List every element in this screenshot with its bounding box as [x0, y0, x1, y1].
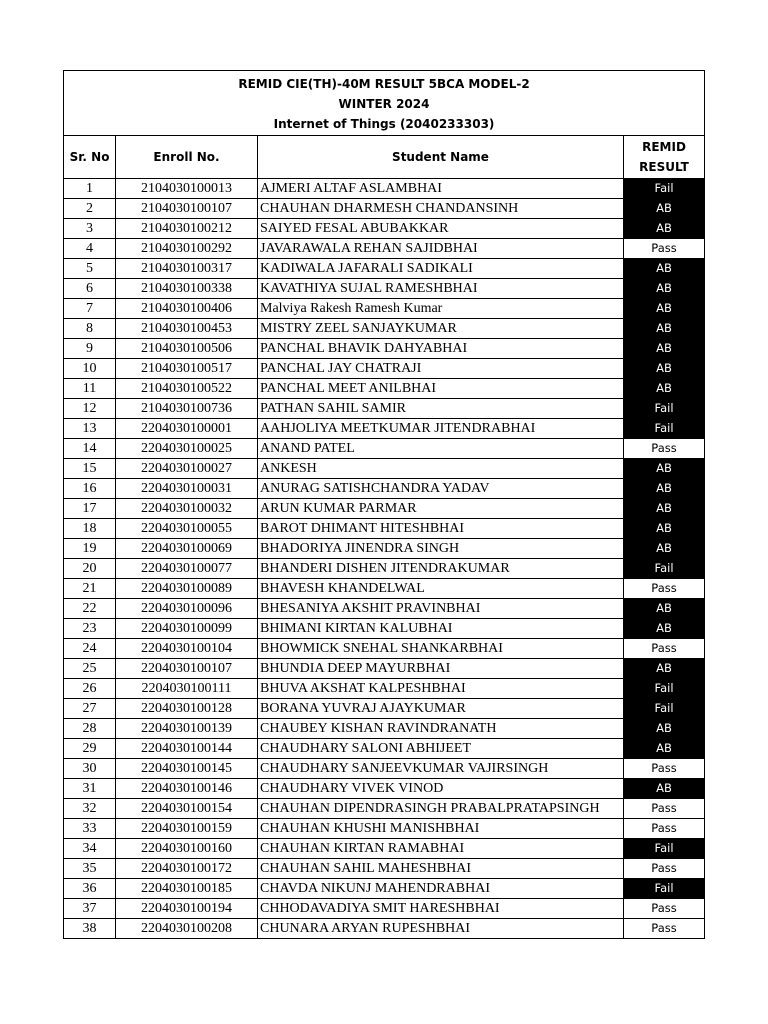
enroll-no-cell: 2104030100338 [116, 279, 258, 299]
enroll-no-cell: 2204030100055 [116, 519, 258, 539]
sr-no-cell: 14 [64, 439, 116, 459]
enroll-no-cell: 2204030100096 [116, 599, 258, 619]
table-row [64, 419, 705, 439]
table-row [64, 299, 705, 319]
table-row [64, 799, 705, 819]
student-name-cell: CHAVDA NIKUNJ MAHENDRABHAI [258, 879, 624, 899]
enroll-no-cell: 2104030100013 [116, 179, 258, 199]
table-row [64, 539, 705, 559]
result-cell: Pass [624, 859, 705, 879]
sr-no-cell: 17 [64, 499, 116, 519]
table-body [64, 179, 705, 939]
student-name-cell: BHANDERI DISHEN JITENDRAKUMAR [258, 559, 624, 579]
document-title [64, 71, 705, 136]
sr-no-cell: 21 [64, 579, 116, 599]
sr-no-cell: 5 [64, 259, 116, 279]
enroll-no-cell: 2204030100139 [116, 719, 258, 739]
sr-no-cell: 27 [64, 699, 116, 719]
result-cell: AB [624, 599, 705, 619]
sr-no-cell: 12 [64, 399, 116, 419]
sr-no-cell: 2 [64, 199, 116, 219]
enroll-no-cell: 2204030100145 [116, 759, 258, 779]
result-cell: AB [624, 359, 705, 379]
enroll-no-cell: 2204030100099 [116, 619, 258, 639]
student-name-cell: BHUNDIA DEEP MAYURBHAI [258, 659, 624, 679]
enroll-no-cell: 2204030100111 [116, 679, 258, 699]
result-cell: Fail [624, 179, 705, 199]
table-row [64, 199, 705, 219]
result-cell: AB [624, 279, 705, 299]
result-cell: Pass [624, 239, 705, 259]
student-name-cell: PATHAN SAHIL SAMIR [258, 399, 624, 419]
result-cell: AB [624, 539, 705, 559]
enroll-no-cell: 2104030100517 [116, 359, 258, 379]
header-row [64, 136, 705, 179]
student-name-cell: BHESANIYA AKSHIT PRAVINBHAI [258, 599, 624, 619]
sr-no-cell: 23 [64, 619, 116, 639]
result-cell: Fail [624, 399, 705, 419]
sr-no-cell: 36 [64, 879, 116, 899]
result-cell: Fail [624, 699, 705, 719]
result-cell: AB [624, 659, 705, 679]
sr-no-cell: 3 [64, 219, 116, 239]
student-name-cell: CHAUBEY KISHAN RAVINDRANATH [258, 719, 624, 739]
sr-no-cell: 15 [64, 459, 116, 479]
sr-no-cell: 22 [64, 599, 116, 619]
student-name-cell: BHOWMICK SNEHAL SHANKARBHAI [258, 639, 624, 659]
result-cell: AB [624, 519, 705, 539]
enroll-no-cell: 2204030100208 [116, 919, 258, 939]
sr-no-cell: 30 [64, 759, 116, 779]
header-result-line-1: REMID [642, 140, 686, 154]
table-row [64, 919, 705, 939]
enroll-no-cell: 2204030100172 [116, 859, 258, 879]
student-name-cell: CHAUHAN KIRTAN RAMABHAI [258, 839, 624, 859]
enroll-no-cell: 2104030100506 [116, 339, 258, 359]
sr-no-cell: 38 [64, 919, 116, 939]
student-name-cell: CHAUDHARY SALONI ABHIJEET [258, 739, 624, 759]
result-cell: Fail [624, 679, 705, 699]
sr-no-cell: 35 [64, 859, 116, 879]
header-student-name: Student Name [258, 136, 624, 179]
table-row [64, 359, 705, 379]
table-row [64, 479, 705, 499]
result-cell: AB [624, 199, 705, 219]
result-cell: AB [624, 259, 705, 279]
table-row [64, 859, 705, 879]
sr-no-cell: 13 [64, 419, 116, 439]
result-cell: AB [624, 619, 705, 639]
student-name-cell: CHAUHAN DIPENDRASINGH PRABALPRATAPSINGH [258, 799, 624, 819]
table-row [64, 559, 705, 579]
student-name-cell: AAHJOLIYA MEETKUMAR JITENDRABHAI [258, 419, 624, 439]
student-name-cell: AJMERI ALTAF ASLAMBHAI [258, 179, 624, 199]
sr-no-cell: 32 [64, 799, 116, 819]
student-name-cell: CHAUHAN DHARMESH CHANDANSINH [258, 199, 624, 219]
result-cell: AB [624, 379, 705, 399]
table-row [64, 519, 705, 539]
enroll-no-cell: 2104030100292 [116, 239, 258, 259]
sr-no-cell: 19 [64, 539, 116, 559]
table-row [64, 719, 705, 739]
result-cell: Pass [624, 919, 705, 939]
result-cell: AB [624, 299, 705, 319]
enroll-no-cell: 2104030100522 [116, 379, 258, 399]
table-row [64, 439, 705, 459]
result-cell: AB [624, 499, 705, 519]
sr-no-cell: 33 [64, 819, 116, 839]
student-name-cell: JAVARAWALA REHAN SAJIDBHAI [258, 239, 624, 259]
enroll-no-cell: 2204030100089 [116, 579, 258, 599]
table-row [64, 759, 705, 779]
result-cell: Pass [624, 819, 705, 839]
enroll-no-cell: 2204030100154 [116, 799, 258, 819]
result-table [63, 70, 705, 939]
student-name-cell: ARUN KUMAR PARMAR [258, 499, 624, 519]
table-row [64, 219, 705, 239]
result-cell: Pass [624, 439, 705, 459]
result-cell: Pass [624, 759, 705, 779]
table-row [64, 239, 705, 259]
student-name-cell: CHUNARA ARYAN RUPESHBHAI [258, 919, 624, 939]
enroll-no-cell: 2204030100069 [116, 539, 258, 559]
title-line-2: WINTER 2024 [338, 97, 430, 111]
table-row [64, 399, 705, 419]
sr-no-cell: 11 [64, 379, 116, 399]
result-cell: Pass [624, 579, 705, 599]
sr-no-cell: 9 [64, 339, 116, 359]
header-sr-no: Sr. No [64, 136, 116, 179]
enroll-no-cell: 2204030100032 [116, 499, 258, 519]
result-cell: Fail [624, 419, 705, 439]
sr-no-cell: 24 [64, 639, 116, 659]
sr-no-cell: 1 [64, 179, 116, 199]
student-name-cell: ANKESH [258, 459, 624, 479]
table-row [64, 899, 705, 919]
student-name-cell: CHAUHAN SAHIL MAHESHBHAI [258, 859, 624, 879]
table-row [64, 579, 705, 599]
enroll-no-cell: 2204030100160 [116, 839, 258, 859]
student-name-cell: BORANA YUVRAJ AJAYKUMAR [258, 699, 624, 719]
enroll-no-cell: 2204030100027 [116, 459, 258, 479]
enroll-no-cell: 2204030100128 [116, 699, 258, 719]
sr-no-cell: 7 [64, 299, 116, 319]
student-name-cell: SAIYED FESAL ABUBAKKAR [258, 219, 624, 239]
sr-no-cell: 37 [64, 899, 116, 919]
student-name-cell: KADIWALA JAFARALI SADIKALI [258, 259, 624, 279]
sr-no-cell: 4 [64, 239, 116, 259]
header-enroll-no: Enroll No. [116, 136, 258, 179]
table-row [64, 279, 705, 299]
table-row [64, 499, 705, 519]
table-row [64, 879, 705, 899]
table-row [64, 259, 705, 279]
table-row [64, 839, 705, 859]
sr-no-cell: 26 [64, 679, 116, 699]
result-cell: Pass [624, 799, 705, 819]
sr-no-cell: 31 [64, 779, 116, 799]
result-cell: Pass [624, 639, 705, 659]
table-row [64, 459, 705, 479]
table-row [64, 179, 705, 199]
result-cell: AB [624, 479, 705, 499]
result-cell: AB [624, 779, 705, 799]
table-row [64, 699, 705, 719]
sr-no-cell: 16 [64, 479, 116, 499]
table-row [64, 619, 705, 639]
enroll-no-cell: 2104030100453 [116, 319, 258, 339]
table-row [64, 639, 705, 659]
table-row [64, 779, 705, 799]
table-row [64, 739, 705, 759]
student-name-cell: CHHODAVADIYA SMIT HARESHBHAI [258, 899, 624, 919]
table-row [64, 319, 705, 339]
student-name-cell: Malviya Rakesh Ramesh Kumar [258, 299, 624, 319]
student-name-cell: BHADORIYA JINENDRA SINGH [258, 539, 624, 559]
enroll-no-cell: 2204030100185 [116, 879, 258, 899]
sr-no-cell: 29 [64, 739, 116, 759]
student-name-cell: KAVATHIYA SUJAL RAMESHBHAI [258, 279, 624, 299]
sr-no-cell: 25 [64, 659, 116, 679]
enroll-no-cell: 2204030100077 [116, 559, 258, 579]
enroll-no-cell: 2104030100736 [116, 399, 258, 419]
student-name-cell: BAROT DHIMANT HITESHBHAI [258, 519, 624, 539]
sr-no-cell: 6 [64, 279, 116, 299]
table-row [64, 659, 705, 679]
sr-no-cell: 28 [64, 719, 116, 739]
enroll-no-cell: 2204030100107 [116, 659, 258, 679]
enroll-no-cell: 2204030100194 [116, 899, 258, 919]
enroll-no-cell: 2204030100104 [116, 639, 258, 659]
result-cell: AB [624, 219, 705, 239]
result-cell: Pass [624, 899, 705, 919]
result-cell: Fail [624, 839, 705, 859]
sr-no-cell: 34 [64, 839, 116, 859]
student-name-cell: MISTRY ZEEL SANJAYKUMAR [258, 319, 624, 339]
enroll-no-cell: 2204030100031 [116, 479, 258, 499]
student-name-cell: PANCHAL JAY CHATRAJI [258, 359, 624, 379]
student-name-cell: ANAND PATEL [258, 439, 624, 459]
result-cell: AB [624, 319, 705, 339]
student-name-cell: BHUVA AKSHAT KALPESHBHAI [258, 679, 624, 699]
result-cell: Fail [624, 879, 705, 899]
result-cell: AB [624, 739, 705, 759]
student-name-cell: PANCHAL BHAVIK DAHYABHAI [258, 339, 624, 359]
sr-no-cell: 8 [64, 319, 116, 339]
result-cell: AB [624, 719, 705, 739]
result-cell: Fail [624, 559, 705, 579]
enroll-no-cell: 2104030100317 [116, 259, 258, 279]
sr-no-cell: 20 [64, 559, 116, 579]
enroll-no-cell: 2204030100025 [116, 439, 258, 459]
student-name-cell: ANURAG SATISHCHANDRA YADAV [258, 479, 624, 499]
table-row [64, 679, 705, 699]
table-row [64, 599, 705, 619]
student-name-cell: CHAUDHARY SANJEEVKUMAR VAJIRSINGH [258, 759, 624, 779]
table-row [64, 379, 705, 399]
sr-no-cell: 18 [64, 519, 116, 539]
enroll-no-cell: 2104030100406 [116, 299, 258, 319]
header-remid-result [624, 136, 705, 179]
table-row [64, 339, 705, 359]
student-name-cell: CHAUHAN KHUSHI MANISHBHAI [258, 819, 624, 839]
result-cell: AB [624, 459, 705, 479]
sr-no-cell: 10 [64, 359, 116, 379]
result-cell: AB [624, 339, 705, 359]
enroll-no-cell: 2104030100107 [116, 199, 258, 219]
enroll-no-cell: 2204030100146 [116, 779, 258, 799]
enroll-no-cell: 2204030100144 [116, 739, 258, 759]
table-row [64, 819, 705, 839]
title-line-1: REMID CIE(TH)-40M RESULT 5BCA MODEL-2 [238, 77, 530, 91]
enroll-no-cell: 2204030100159 [116, 819, 258, 839]
title-line-3: Internet of Things (2040233303) [273, 117, 495, 131]
student-name-cell: BHIMANI KIRTAN KALUBHAI [258, 619, 624, 639]
student-name-cell: CHAUDHARY VIVEK VINOD [258, 779, 624, 799]
student-name-cell: BHAVESH KHANDELWAL [258, 579, 624, 599]
title-row [64, 71, 705, 136]
enroll-no-cell: 2104030100212 [116, 219, 258, 239]
enroll-no-cell: 2204030100001 [116, 419, 258, 439]
header-result-line-2: RESULT [639, 160, 689, 174]
student-name-cell: PANCHAL MEET ANILBHAI [258, 379, 624, 399]
